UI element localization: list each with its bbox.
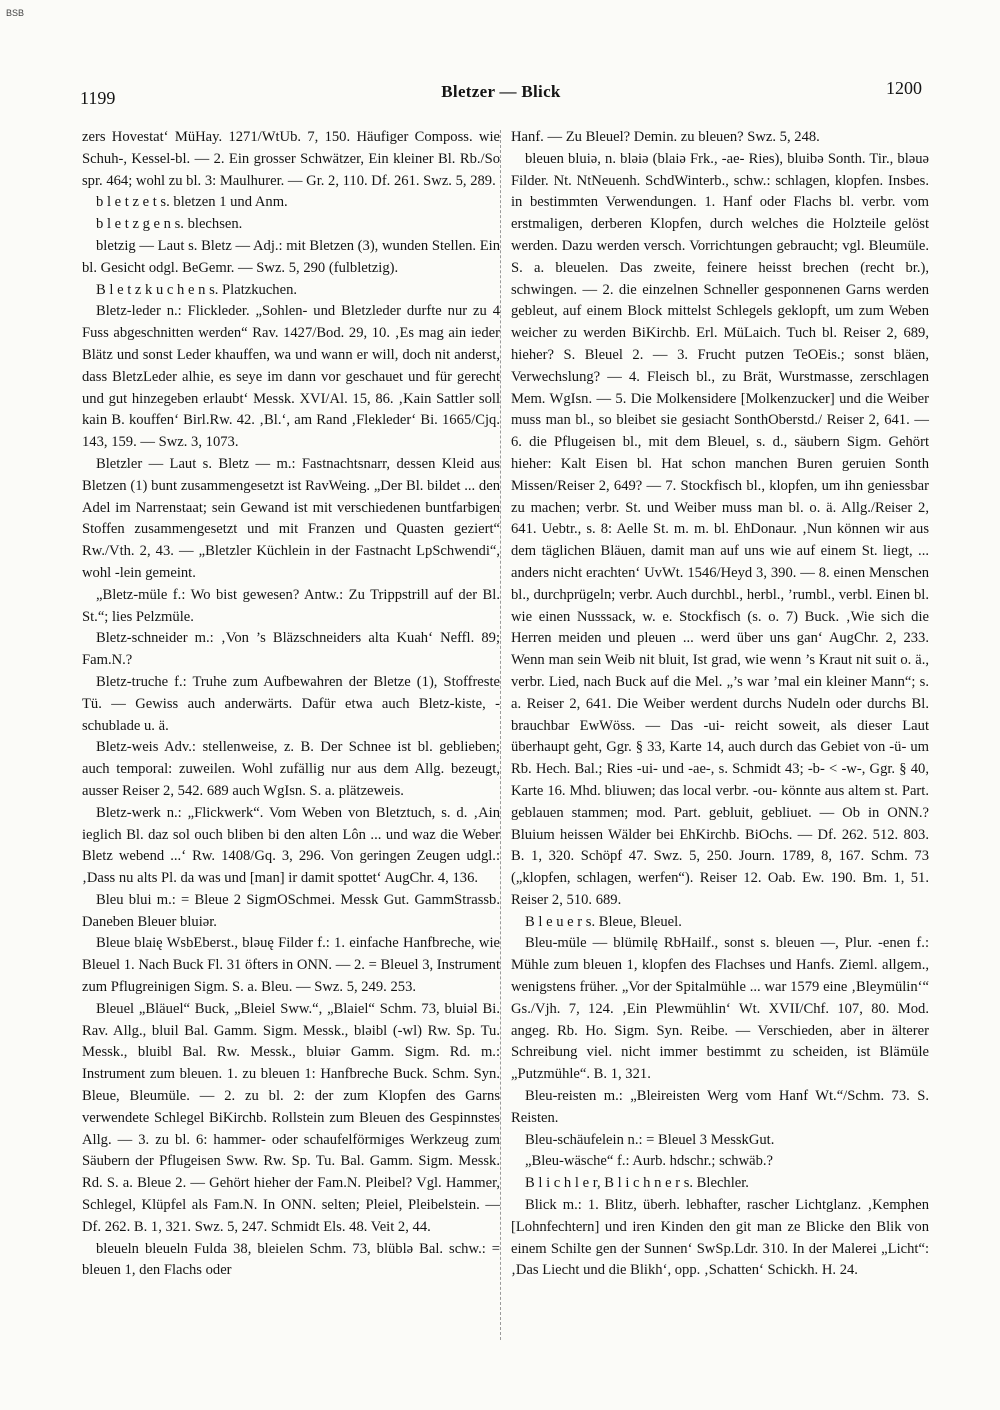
entry-continuation-right: Hanf. — Zu Bleuel? Demin. zu bleuen? Swz. 5, 248. [511, 129, 820, 145]
entry-bletz-muele: „Bletz-müle f.: Wo bist gewesen? Antw.: Zu Trippstrill auf der Bl. St.“; lies Pelzmüle. [82, 586, 500, 625]
library-stamp: BSB [6, 8, 25, 18]
entry-bleu: Bleu blui m.: = Bleue 2 SigmOSchmei. Messk Gut. GammStrassb. Daneben Bleuer bluiər. [82, 891, 500, 930]
entry-bleuen: bleuen bluiə, n. bləiə (blaiə Frk., -ae- Ries), bluibə Sonth. Tir., bləuə Filder. Nt. NtNeuenh. SchdWinterb., schw.: schlagen, klopfen. Insbes. in bestimmten Verwendungen. 1. Hanf oder Flachs bl. verbr. vom erstmaligen, derberen Klopfen, durch welches die Holzteile gelöst werden. Dazu werden versch. Vorrichtungen gebraucht; vgl. Bleumüle. S. a. bleuelen. Das zweite, feinere heisst brechen (recht br.), schwingen. — 2. die einzelnen Schneller gesponnenen Garns werden gebleut, auf einem Block mittelst Schlegels geklopft, um zum Weben weicher zu werden BiKirchb. Erl. MüLaich. Tuch bl. Reiser 2, 689, hieher? S. Bleuel 2. — 3. Frucht putzen TeOEis.; sonst bläen, Verwechslung? — 4. Fleisch bl., zu Brät, Wurstmasse, zerschlagen Mem. WgIsn. — 5. Die Molkensidere [Molkenzucker] und die Weiber muss man bl., so bleibet sie gesiacht SonthOberstd./ Reiser 2, 641. — 6. die Pflugeisen bl., mit dem Bleuel, s. d., säubern Sigm. Gehört hieher: Kalt Eisen bl. Hat schon manchen Buren geruien Sonth Missen/Reiser 2, 649? — 7. Stockfisch bl., klopfen, um ihn geniessbar zu machen; verbr. St. und Weiber muss man bl. o. ä. Allg./Reiser 2, 641. Uebtr., s. 8: Aelle St. m. m. bl. EhDonaur. ‚Nun können wir aus dem täglichen Bläuen, damit man auf uns wie auf einem St. liegt, ... anders nicht erachten‘ UvWt. 1546/Heyd 3, 390. — 8. einen Menschen bl., durchprügeln; verbr. Auch durchbl., herbl., ’rumbl., verbl. Einen bl. wie einen Nusssack, w. e. Stockfisch (s. o. 7) Buck. ‚Wie sich die Herren meiden und pleuen ... werd über uns gan‘ AugChr. 2, 233. Wenn man sein Weib nit bluit, Ist grad, wie wenn ’s Kraut nit suit o. ä., verbr. Lied, nach Buck auf die Mel. „’s war ’mal ein kleiner Mann“; s. a. Reiser 2, 641. Die Weiber werdent durchs Nudeln oder durchs Bl. brauchbar EwWöss. — Das -ui- reicht soweit, als dieser Laut überhaupt geht, Ggr. § 33, Karte 14, auch durch das Gebiet von -ü- um Rb. Hech. Bal.; Ries -ui- und -ae-, s. Schmidt 43; -b- < -w-, Ggr. § 40, Karte 16. Mhd. bliuwen; das local verbr. -ou- könnte aus altem st. Part. geblauen stammen; mod. Part. gebluit, gebliuet. — Ob in ONN.? Bluium heissen Wälder bei EhKirchb. BiOchs. — Df. 262. 512. 803. B. 1, 320. Schöpf 47. Swz. 5, 250. Journ. 1789, 8, 167. Schm. 73 („klopfen, schlagen, werfen“). Reiser 12. Oab. Ew. 190. Bm. 1, 51. Reiser 2, 510. 689. [511, 150, 929, 908]
entry-bletzig: bletzig — Laut s. Bletz — Adj.: mit Bletzen (3), wunden Stellen. Ein bl. Gesicht odgl. BeGemr. — Swz. 5, 290 (fulbletzig). [82, 237, 500, 276]
entry-bletz-leder: Bletz-leder n.: Flickleder. „Sohlen- und Bletzleder durfte nur zu 4 Fuss abgeschnitten werden“ Rav. 1427/Bod. 29, 10. ‚Es mag ain ieder Blätz und sonst Leder khauffen, wa und wann er will, doch nit anderst, dass BletzLeder alhie, es seye im dann vor geschauet und für gerecht und gut hinzegeben erlaubt‘ Messk. XVI/Al. 15, 86. ‚Kain Sattler soll kain B. kouffen‘ Birl.Rw. 42. ‚Bl.‘, am Rand ‚Flekleder‘ Bi. 1665/Cjq. 143, 159. — Swz. 3, 1073. [82, 303, 500, 451]
column-divider [500, 130, 501, 1340]
entry-bletzkuchen: B l e t z k u c h e n s. Platzkuchen. [96, 281, 298, 298]
entry-bleu-reisten: Bleu-reisten m.: „Bleireisten Werg vom Hanf Wt.“/Schm. 73. S. Reisten. [511, 1088, 929, 1126]
entry-bletzler: Bletzler — Laut s. Bletz — m.: Fastnachtsnarr, dessen Kleid aus Bletzen (1) bunt zusammengesetzt ist RavWeing. „Der Bl. bildet ... den Adel im Narrenstaat; sein Gewand ist mit verschiedenen buntfarbigen Stoffen zusammengesetzt und mit Franzen und Quasten geziert“ Rw./Vth. 2, 43. — „Bletzler Küchlein in der Fastnacht LpSchwendi“, wohl -lein gemeint. [82, 455, 500, 581]
entry-blichler: B l i c h l e r, B l i c h n e r s. Blechler. [525, 1175, 749, 1192]
entry-bletz-werk: Bletz-werk n.: „Flickwerk“. Vom Weben von Bletztuch, s. d. ‚Ain ieglich Bl. daz sol ouch bliben bi den alten Lôn ... und waz die Weber Bletz webend ...‘ Rw. 1408/Gq. 3, 296. Von geringen Zeugen udgl.: ‚Dass nu alts Pl. da was und [man] ir damit spottet‘ AugChr. 4, 136. [82, 804, 500, 887]
entry-bletzgen: b l e t z g e n s. blechsen. [96, 216, 243, 233]
entry-bleue: Bleue blaię WsbEberst., bləuę Filder f.: 1. einfache Hanfbreche, wie Bleuel 1. Nach Buck Fl. 31 öfters in ONN. — 2. = Bleuel 3, Instrument zum Pflugreinigen Sigm. S. a. Bleu. — Swz. 5, 249. 253. [82, 935, 501, 996]
entry-bleu-muele: Bleu-müle — blümilę RbHailf., sonst s. bleuen —, Plur. -enen f.: Mühle zum bleuen 1, klopfen des Flachses und Hanfs. Zieml. allgem., wenigstens früher. „Vor der Spitalmühle ... war 1579 eine ‚Bleymülin‘“ Gs./Vjh. 7, 124. ‚Ein Plewmühlin‘ Wt. XVII/Chf. 107, 80. Mod. angeg. Rb. Ho. Sigm. Syn. Reibe. — Verschieden, aber in älterer Schreibung viel. nicht immer bestimmt zu scheiden, ist Blämüle „Putzmühle“. B. 1, 321. [511, 935, 929, 1083]
entry-bleueln: bleueln bleueln Fulda 38, bleielen Schm. 73, blüblə Bal. schw.: = bleuen 1, den Flachs oder [82, 1240, 500, 1279]
entry-bleuer: B l e u e r s. Bleue, Bleuel. [525, 913, 682, 930]
left-column [82, 127, 500, 1282]
page-number-left: 1199 [80, 88, 116, 108]
entry-bleu-schaeufelein: Bleu-schäufelein n.: = Bleuel 3 MesskGut. [525, 1131, 775, 1148]
entry-blick: Blick m.: 1. Blitz, überh. lebhafter, rascher Lichtglanz. ‚Kemphen [Lohnfechtern] und iren Kinden den git man ze Blicke den Blik von einem Schilte gen der Sunnen‘ SwSp.Ldr. 310. In der Malerei „Licht“: ‚Das Liecht und die Blikh‘, opp. ‚Schatten‘ Schickh. H. 24. [511, 1197, 929, 1279]
entry-bletz-weis: Bletz-weis Adv.: stellenweise, z. B. Der Schnee ist bl. geblieben; auch temporal: zuweilen. Wohl zufällig nur aus dem Allg. bezeugt, ausser Reiser 2, 542. 689 auch WgIsn. S. a. plätzeweis. [82, 739, 500, 799]
entry-bletz-truche: Bletz-truche f.: Truhe zum Aufbewahren der Bletze (1), Stoffreste Tü. — Gewiss auch anderwärts. Dafür etwa auch Bletz-kiste, -schublade u. ä. [82, 673, 500, 734]
page-number-right: 1200 [886, 78, 922, 98]
entry-continuation: zers Hovestat‘ MüHay. 1271/WtUb. 7, 150. Häufiger Composs. wie Schuh-, Kessel-bl. — 2. Ein grosser Schwätzer, Ein kleiner Bl. Rb./So spr. 464; wohl zu bl. 3: Maulhurer. — Gr. 2, 110. Df. 261. Swz. 5, 289. [82, 129, 500, 189]
entry-bletz-schneider: Bletz-schneider m.: ‚Von ’s Bläzschneiders alta Kuah‘ Neffl. 89; Fam.N.? [82, 630, 500, 669]
page-header [80, 78, 922, 108]
entry-bleuel: Bleuel „Bläuel“ Buck, „Bleiel Sww.“, „Blaiel“ Schm. 73, bluiəl Bi. Rav. Allg., bluil Bal. Gamm. Sigm. Messk., bləibl (-wl) Rw. Sp. Tu. Messk., bluibl Bal. Rw. Messk., bluiər Gamm. Sigm. Rd. m.: Instrument zum bleuen. 1. zu bleuen 1: Hanfbreche Buck. Schm. Syn. Bleue, Bleumüle. — 2. zu bl. 2: der zum Klopfen des Garns verwendete Schlegel BiKirchb. Rollstein zum Bleuen des Gespinnstes Allg. — 3. zu bl. 6: hammer- oder schaufelförmiges Werkzeug zum Säubern der Pflugeisen Sww. Rw. Sp. Tu. Bal. Gamm. Sigm. Messk. Rd. S. a. Bleue 2. — Gehört hieher der Fam.N. Pleibel? Vgl. Hammer, Schlegel, Klüpfel als Fam.N. In ONN. selten; Pleiel, Pleibelstein. — Df. 262. B. 1, 321. Swz. 5, 247. Schmidt Els. 48. Veit 2, 44. [82, 1000, 500, 1235]
right-column [511, 127, 929, 1282]
running-title: Bletzer — Blick [441, 82, 561, 101]
entry-bletzet: b l e t z e t s. bletzen 1 und Anm. [96, 194, 288, 211]
entry-bleu-waesche: „Bleu-wäsche“ f.: Aurb. hdschr.; schwäb.? [525, 1153, 774, 1170]
